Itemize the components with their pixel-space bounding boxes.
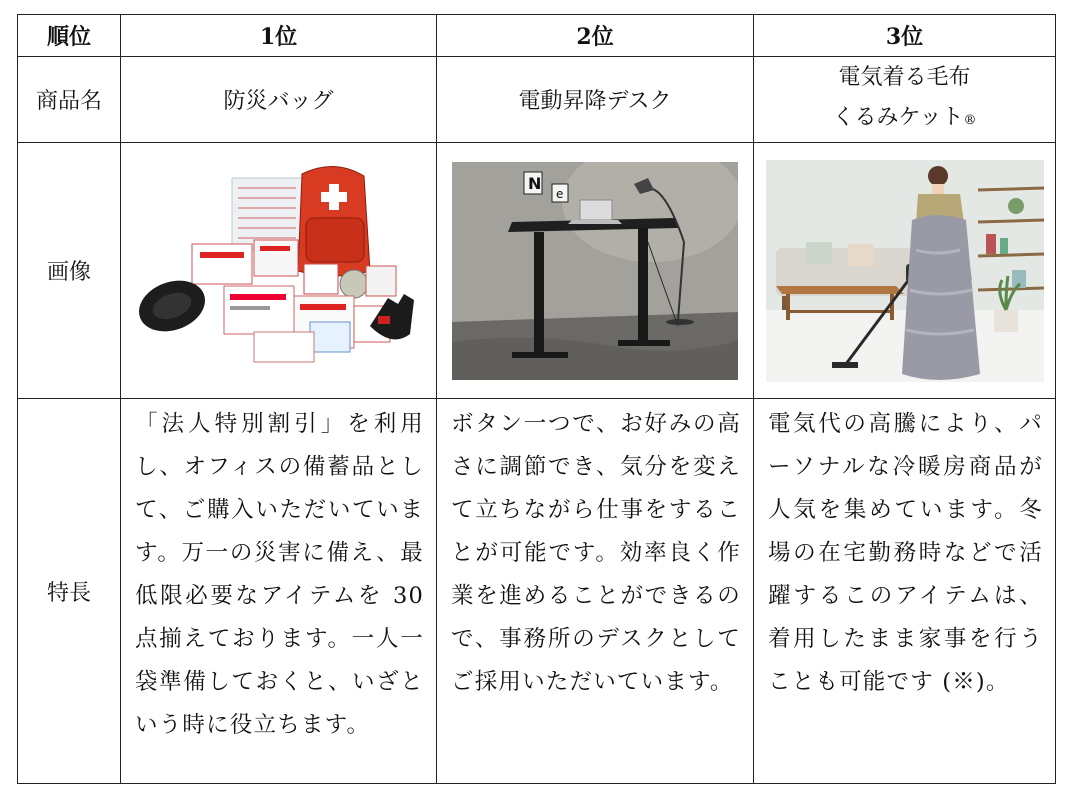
header-rank: 順位	[18, 15, 121, 57]
image-row	[18, 143, 1056, 399]
feature-text-1-body: 「法人特別割引」を利用し、オフィスの備蓄品として、ご購入いただいています。万一の災害に備え、最低限必要なアイテムを 30 点揃えております。一人一袋準備しておくと、いざという時に役立ちます。	[135, 411, 424, 738]
row-label-feature: 特長	[18, 399, 121, 784]
row-label-image: 画像	[18, 143, 121, 399]
product-name-3	[754, 57, 1056, 143]
product-image-1-cell	[121, 143, 437, 399]
feature-text-3	[754, 399, 1056, 784]
feature-text-3-body: 電気代の高騰により、パーソナルな冷暖房商品が人気を集めています。冬場の在宅勤務時などで活躍するこのアイテムは、着用したまま家事を行うことも可能です (※)。	[768, 411, 1043, 695]
row-label-product-name: 商品名	[18, 57, 121, 143]
svg-text:e: e	[556, 186, 564, 201]
product-name-3-line2: くるみケット	[832, 105, 964, 130]
standing-desk-image	[452, 162, 738, 380]
product-name-3-line1: 電気着る毛布	[838, 65, 971, 90]
product-image-2-cell	[437, 143, 754, 399]
product-name-2: 電動昇降デスク	[437, 57, 754, 143]
svg-text:N: N	[528, 173, 542, 193]
feature-text-1	[121, 399, 437, 784]
header-rank-1: 1位	[121, 15, 437, 57]
product-ranking-table	[17, 14, 1056, 784]
header-row	[18, 15, 1056, 57]
product-name-row	[18, 57, 1056, 143]
product-image-3-cell	[754, 143, 1056, 399]
disaster-bag-image	[134, 156, 424, 386]
feature-text-2-body: ボタン一つで、お好みの高さに調節でき、気分を変えて立ちながら仕事をすることが可能です。効率良く作業を進めることができるので、事務所のデスクとしてご採用いただいています。	[451, 411, 741, 695]
product-name-1: 防災バッグ	[121, 57, 437, 143]
header-rank-3: 3位	[754, 15, 1056, 57]
header-rank-2: 2位	[437, 15, 754, 57]
feature-row	[18, 399, 1056, 784]
feature-text-2	[437, 399, 754, 784]
registered-mark: ®	[963, 113, 977, 128]
wearable-blanket-image	[766, 160, 1044, 382]
